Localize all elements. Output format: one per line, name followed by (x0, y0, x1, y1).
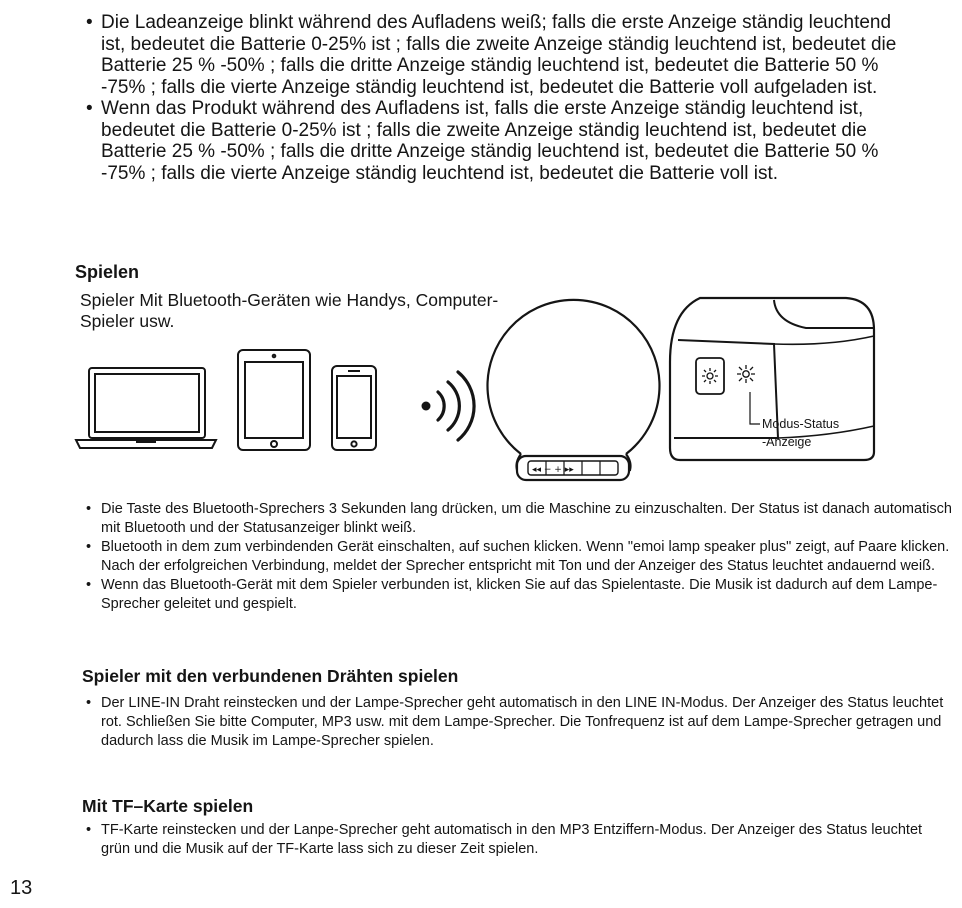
phone-icon (332, 366, 376, 450)
section-heading-tf: Mit TF–Karte spielen (82, 796, 254, 816)
bluetooth-devices-illustration (74, 288, 894, 488)
modus-status-label: Modus-Status (762, 417, 840, 431)
section-heading-spielen: Spielen (75, 262, 140, 282)
spielen-description: Spieler Mit Bluetooth-Geräten wie Handys, Computer-Spieler usw. (80, 290, 499, 331)
tablet-icon (238, 350, 310, 450)
laptop-icon (76, 368, 216, 448)
spielen-instructions (84, 500, 954, 614)
svg-text:◂◂ − + ▸▸: ◂◂ − + ▸▸ (532, 465, 574, 475)
list-item: • Die Taste des Bluetooth-Sprechers 3 Sekunden lang drücken, um die Maschine zu einzuschalten. Der Status ist danach automatisch mit Bluetooth und der Statusanzeiger blinkt weiß. (84, 500, 954, 538)
wireless-signal-icon (422, 372, 475, 440)
page-number: 13 (10, 877, 33, 899)
draht-instructions (84, 694, 954, 751)
list-item: • Die Ladeanzeige blinkt während des Aufladens weiß; falls die erste Anzeige ständig leuchtend ist, bedeutet die Batterie 0-25% ist ; falls die zweite Anzeige ständig leuchtend ist, bedeutet die Batterie 25 % -50% ; falls die dritte Anzeige ständig leuchtend ist, bedeutet die Batterie 50 % -75% ; falls die vierte Anzeige ständig leuchtend ist, bedeutet die Batterie voll aufgeladen ist. (84, 12, 914, 98)
section-heading-draht: Spieler mit den verbundenen Drähten spielen (82, 666, 459, 686)
tf-instructions (84, 821, 954, 859)
list-item: • Wenn das Bluetooth-Gerät mit dem Spieler verbunden ist, klicken Sie auf das Spielentaste. Die Musik ist dadurch auf dem Lampe-Sprecher geleitet und gespielt. (84, 576, 954, 614)
list-item: • Bluetooth in dem zum verbindenden Gerät einschalten, auf suchen klicken. Wenn "emoi lamp speaker plus" zeigt, auf Paare klicken. Nach der erfolgreichen Verbindung, meldet der Sprecher entspricht mit Ton und der Anzeiger des Status leuchtet andauernd weiß. (84, 538, 954, 576)
status-light-icon (737, 365, 755, 383)
list-item: • TF-Karte reinstecken und der Lanpe-Sprecher geht automatisch in den MP3 Entziffern-Modus. Der Anzeiger des Status leuchtet grün und die Musik auf der TF-Karte lass sich zu dieser Zeit spielen. (84, 821, 954, 859)
list-item: • Der LINE-IN Draht reinstecken und der Lampe-Sprecher geht automatisch in den LINE IN-Modus. Der Anzeiger des Status leuchtet rot. Schließen Sie bitte Computer, MP3 usw. mit dem Lampe-Sprecher. Die Tonfrequenz ist auf dem Lampe-Sprecher getragen und dadurch lass die Musik im Lampe-Sprecher spielen. (84, 694, 954, 751)
charging-indicator-list (84, 12, 914, 184)
lamp-speaker-icon (488, 300, 660, 480)
list-item: • Wenn das Produkt während des Aufladens ist, falls die erste Anzeige ständig leuchtend ist, bedeutet die Batterie 0-25% ist ; falls die zweite Anzeige ständig leuchtend ist, bedeutet die Batterie 25 % -50% ; falls die dritte Anzeige ständig leuchtend ist, bedeutet die Batterie 50 % -75% ; falls die vierte Anzeige ständig leuchtend ist, bedeutet die Batterie voll ist. (84, 98, 914, 184)
sun-icon (702, 368, 718, 384)
anzeige-label: -Anzeige (762, 435, 812, 449)
